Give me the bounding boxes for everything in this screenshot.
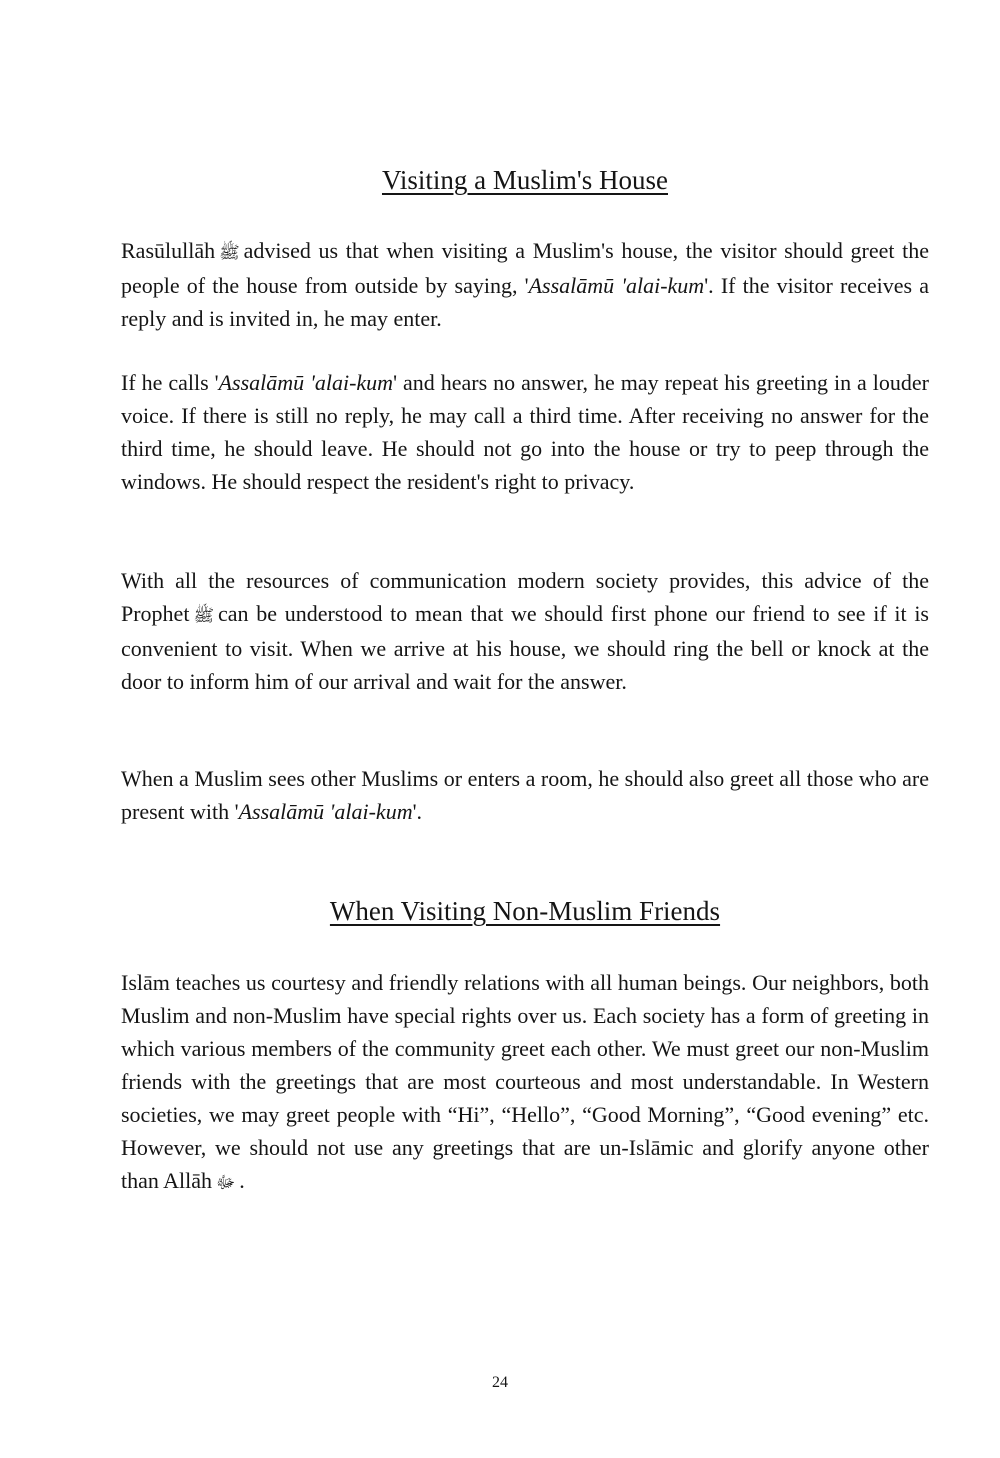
- paragraph-modern-communication: [121, 564, 929, 698]
- text-run: ' and hears no answer, he may repeat his greeting in a louder voice. If there is still no reply, he may call a third time. After receiving no answer for the third time, he should leave. He should not go into the house or try to peep through the windows. He should respect the resident's right to privacy.: [121, 370, 929, 494]
- salutation-seal-icon: ﷺ: [193, 606, 214, 625]
- text-run: can be understood to mean that we should first phone our friend to see if it is convenient to visit. When we arrive at his house, we should ring the bell or knock at the door to inform him of our arrival and wait for the answer.: [121, 601, 929, 694]
- section-title-visiting-muslim-house: Visiting a Muslim's House: [381, 165, 668, 195]
- text-run: advised us that when visiting a Muslim's house, the visitor should greet the people of the house from outside by saying, ': [121, 238, 929, 298]
- text-run: When a Muslim sees other Muslims or enters a room, he should also greet all those who are present with ': [121, 766, 929, 824]
- text-run: '.: [412, 799, 423, 824]
- text-run: If he calls ': [121, 370, 219, 395]
- greeting-italic: Assalāmū 'alai-kum: [238, 799, 413, 824]
- text-run: Islām teaches us courtesy and friendly relations with all human beings. Our neighbors, both Muslim and non-Muslim have special rights over us. Each society has a form of greeting in which various members of the community greet each other. We must greet our non-Muslim friends with the greetings that are most courteous and most understandable. In Western societies, we may greet people with “Hi”, “Hello”, “Good Morning”, “Good evening” etc. However, we should not use any greetings that are un-Islāmic and glorify anyone other than Allāh: [121, 970, 929, 1193]
- greeting-italic: Assalāmū 'alai-kum: [218, 370, 394, 395]
- greeting-italic: Assalāmū 'alai-kum: [528, 273, 705, 298]
- text-run: .: [239, 1168, 245, 1193]
- text-run: '. If the visitor receives a reply and is invited in, he may enter.: [121, 273, 929, 331]
- paragraph-no-answer: [121, 366, 929, 498]
- paragraph-courtesy-all-humans: [121, 966, 929, 1199]
- paragraph-greet-all-present: [121, 762, 929, 828]
- page-number: 24: [492, 1374, 508, 1391]
- salutation-seal-icon: ﷺ: [219, 243, 240, 262]
- glorification-seal-icon: ﷻ: [216, 1173, 236, 1192]
- paragraph-greeting-from-outside: [121, 234, 929, 335]
- text-run: With all the resources of communication modern society provides, this advice of the Prophet: [121, 568, 929, 626]
- section-title-non-muslim-friends: When Visiting Non-Muslim Friends: [329, 896, 721, 926]
- text-run: Rasūlullāh: [121, 238, 216, 263]
